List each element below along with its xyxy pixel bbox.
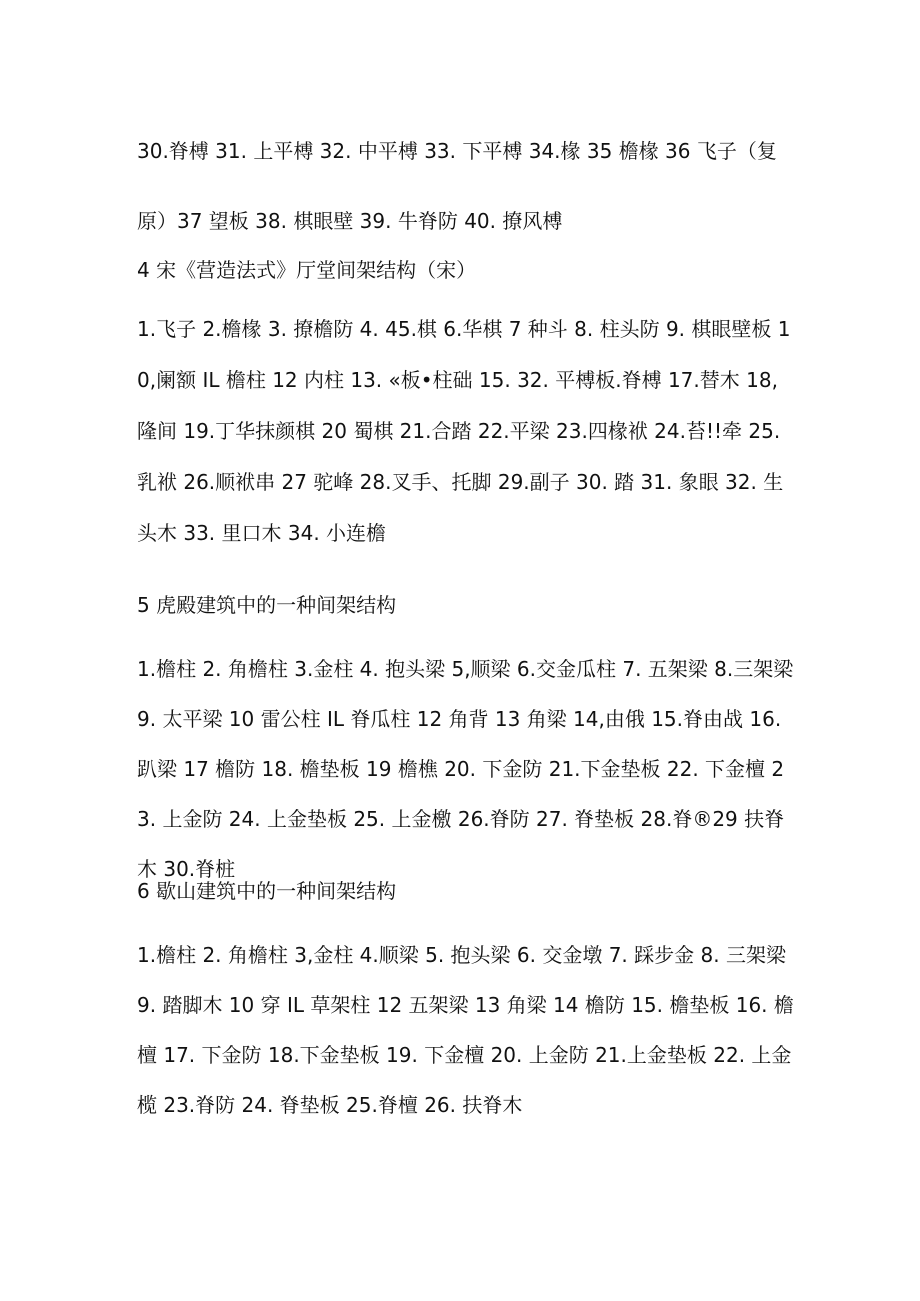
section-5-heading: 5 虎殿建筑中的一种间架结构 <box>137 593 397 617</box>
section-4-heading: 4 宋《营造法式》厅堂间架结构（宋） <box>137 258 477 282</box>
section-6-body: 1.檐柱 2. 角檐柱 3,金柱 4.顺梁 5. 抱头梁 6. 交金墩 7. 踩步金 8. 三架梁 9. 踏脚木 10 穿 IL 草架柱 12 五架梁 13 角梁 14 檐防 15. 檐垫板 16. 檐檀 17. 下金防 18.下金垫板 19. 下金檀 20. 上金防 21.上金垫板 22. 上金榄 23.脊防 24. 脊垫板 25.脊檀 26. 扶脊木 <box>137 943 794 1117</box>
paragraph-part-list-30-40: 30.脊榑 31. 上平榑 32. 中平榑 33. 下平榑 34.椽 35 檐椽 36 飞子（复原）37 望板 38. 棋眼壁 39. 牛脊防 40. 撩风榑 <box>137 139 777 233</box>
section-6-heading: 6 歇山建筑中的一种间架结构 <box>137 879 397 903</box>
section-5-body: 1.檐柱 2. 角檐柱 3.金柱 4. 抱头梁 5,顺梁 6.交金瓜柱 7. 五架梁 8.三架梁 9. 太平梁 10 雷公柱 IL 脊瓜柱 12 角背 13 角梁 14,由俄 15.脊由战 16.趴梁 17 檐防 18. 檐垫板 19 檐樵 20. 下金防 21.下金垫板 22. 下金檀 23. 上金防 24. 上金垫板 25. 上金檄 26.脊防 27. 脊垫板 28.脊®29 扶脊木 30.脊桩 <box>137 657 794 881</box>
section-4-body: 1.飞子 2.檐椽 3. 撩檐防 4. 45.棋 6.华棋 7 种斗 8. 柱头防 9. 棋眼壁板 10,阑额 IL 檐柱 12 内柱 13. «板•柱础 15. 32. 平榑板.脊榑 17.替木 18,隆间 19.丁华抹颜棋 20 蜀棋 21.合踏 22.平梁 23.四椽袱 24.苔!!牵 25.乳袱 26.顺袱串 27 驼峰 28.叉手、托脚 29.副子 30. 踏 31. 象眼 32. 生头木 33. 里口木 34. 小连檐 <box>137 317 791 545</box>
